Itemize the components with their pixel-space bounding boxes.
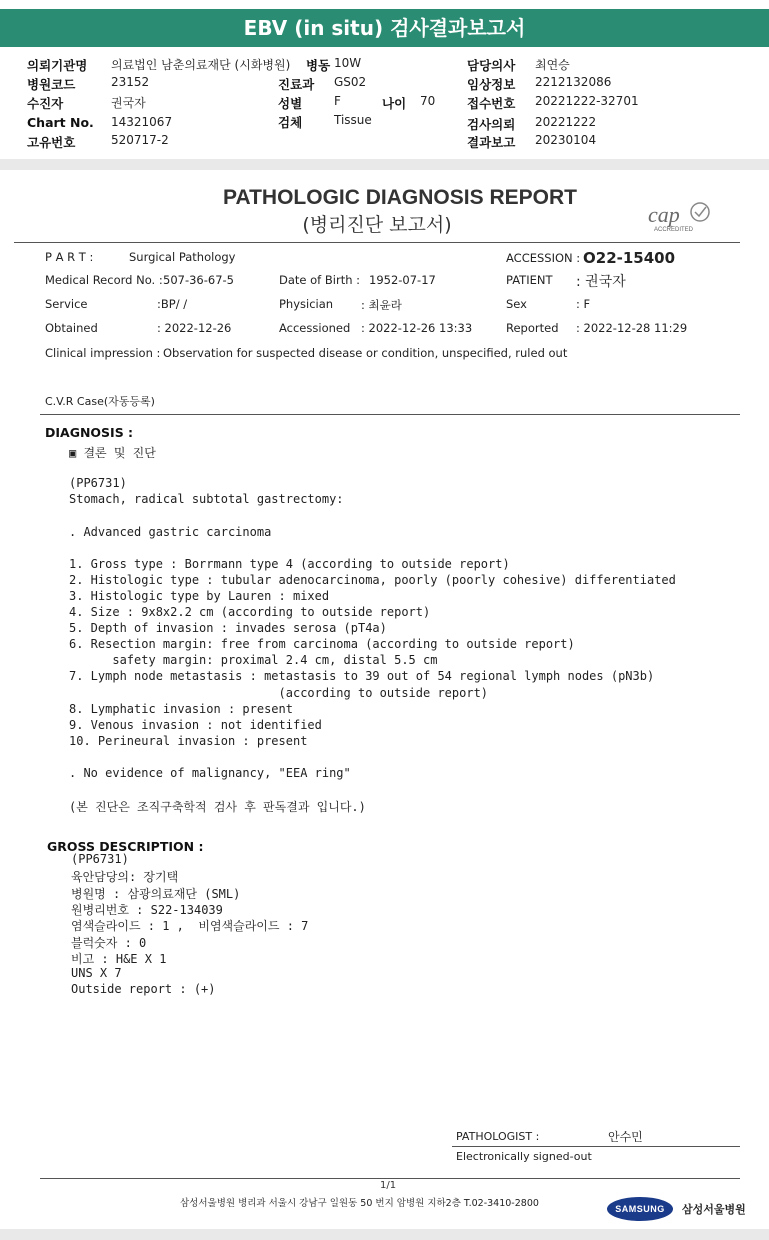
mrn-label: Medical Record No. : <box>45 273 163 287</box>
pathologist-label: PATHOLOGIST : <box>456 1130 540 1143</box>
diagnosis-line: 4. Size : 9x8x2.2 cm (according to outside report) <box>69 605 431 619</box>
sex-value-en: : F <box>576 297 591 311</box>
diagnosis-line: (본 진단은 조직구축학적 검사 후 판독결과 입니다.) <box>69 800 366 815</box>
service-label: Service <box>45 297 88 311</box>
chart-label: Chart No. <box>27 115 94 130</box>
institution-label: 의뢰기관명 <box>27 58 88 73</box>
dob-value: 1952-07-17 <box>369 273 436 287</box>
receipt-label: 접수번호 <box>467 96 516 111</box>
patient-name-value: : 권국자 <box>576 274 626 290</box>
gross-line: Outside report : (+) <box>71 982 216 997</box>
ward-label: 병동 <box>306 58 331 73</box>
clinical-info-label: 임상정보 <box>467 77 516 92</box>
clinical-impression-value: Observation for suspected disease or condition, unspecified, ruled out <box>163 346 568 360</box>
report-title: PATHOLOGIC DIAGNOSIS REPORT <box>223 186 577 209</box>
mrn-value: 507-36-67-5 <box>163 273 234 287</box>
report-title-bar: EBV (in situ) 검사결과보고서 <box>0 9 769 47</box>
accessioned-label: Accessioned <box>279 321 351 335</box>
diagnosis-line: 10. Perineural invasion : present <box>69 733 308 748</box>
report-mid-rule <box>40 414 740 415</box>
doctor-value: 최연승 <box>535 58 570 72</box>
diagnosis-line: ▣ 결론 및 진단 <box>69 446 156 460</box>
diagnosis-line: Stomach, radical subtotal gastrectomy: <box>69 492 344 507</box>
accession-label: ACCESSION : <box>506 251 581 265</box>
clinical-impression-label: Clinical impression : <box>45 346 161 360</box>
reported-value: : 2022-12-28 11:29 <box>576 321 688 335</box>
diagnosis-line: 3. Histologic type by Lauren : mixed <box>69 588 330 603</box>
specimen-label: 검체 <box>278 115 303 130</box>
part-label: P A R T : <box>45 250 94 264</box>
obtained-label: Obtained <box>45 321 98 335</box>
cap-accredited-text: ACCREDITED <box>654 227 694 233</box>
report-date-label: 결과보고 <box>467 135 516 150</box>
specimen-value: Tissue <box>334 113 372 127</box>
diagnosis-line: 5. Depth of invasion : invades serosa (pT4a) <box>69 621 387 636</box>
samsung-logo: SAMSUNG <box>607 1197 673 1221</box>
hospital-code-label: 병원코드 <box>27 77 76 92</box>
cap-accredited-logo <box>642 198 722 234</box>
receipt-value: 20221222-32701 <box>535 94 639 108</box>
reported-label: Reported <box>506 321 559 335</box>
report-subtitle: (병리진단 보고서) <box>302 214 452 236</box>
id-label: 고유번호 <box>27 135 76 150</box>
signature-rule <box>452 1146 740 1147</box>
section-separator <box>0 159 769 170</box>
gross-line: 염색슬라이드 : 1 , 비염색슬라이드 : 7 <box>71 919 309 934</box>
hospital-code-value: 23152 <box>111 75 150 89</box>
gross-heading: GROSS DESCRIPTION : <box>47 839 204 854</box>
age-label: 나이 <box>382 96 407 111</box>
patient-value: 권국자 <box>111 96 146 110</box>
gross-line: 육안담당의: 장기택 <box>71 870 179 885</box>
physician-value: : 최윤라 <box>361 298 402 312</box>
pathologist-name: 안수민 <box>608 1130 643 1144</box>
diagnosis-line: (according to outside report) <box>69 685 489 700</box>
report-top-rule <box>14 242 740 243</box>
diagnosis-line: 1. Gross type : Borrmann type 4 (according to outside report) <box>69 556 510 571</box>
request-value: 20221222 <box>535 115 597 129</box>
doctor-label: 담당의사 <box>467 58 516 73</box>
diagnosis-line: 9. Venous invasion : not identified <box>69 717 322 732</box>
footer-rule <box>40 1178 740 1179</box>
sex-value: F <box>334 94 341 108</box>
gross-line: (PP6731) <box>71 852 129 866</box>
diagnosis-line: 7. Lymph node metastasis : metastasis to 39 out of 54 regional lymph nodes (pN3b) <box>69 669 655 684</box>
service-value: :BP/ / <box>157 297 188 311</box>
diagnosis-line: (PP6731) <box>69 476 127 491</box>
patient-label-en: PATIENT <box>506 273 553 287</box>
accession-value: O22-15400 <box>583 249 676 267</box>
diagnosis-line: . Advanced gastric carcinoma <box>69 524 272 539</box>
diagnosis-line: . No evidence of malignancy, "EEA ring" <box>69 766 351 780</box>
physician-label: Physician <box>279 297 334 311</box>
gross-line: 원병리번호 : S22-134039 <box>71 902 223 917</box>
cap-logo-text: cap <box>648 202 680 227</box>
diagnosis-line: safety margin: proximal 2.4 cm, distal 5.5 cm <box>69 653 438 668</box>
sex-label: 성별 <box>278 96 303 111</box>
obtained-value: : 2022-12-26 <box>157 321 232 335</box>
diagnosis-line: 6. Resection margin: free from carcinoma (according to outside report) <box>69 637 575 652</box>
diagnosis-heading: DIAGNOSIS : <box>45 425 134 440</box>
dob-label: Date of Birth : <box>279 273 361 287</box>
gross-line: 병원명 : 삼광의료재단 (SML) <box>71 886 241 901</box>
gross-line: 블럭숫자 : 0 <box>71 935 147 950</box>
report-date-value: 20230104 <box>535 133 597 147</box>
id-value: 520717-2 <box>111 133 169 147</box>
diagnosis-line: 2. Histologic type : tubular adenocarcinoma, poorly (poorly cohesive) differentiated <box>69 572 676 587</box>
patient-label: 수진자 <box>27 96 64 111</box>
dept-label: 진료과 <box>278 77 315 92</box>
cvr-case: C.V.R Case(자동등록) <box>45 395 155 408</box>
dept-value: GS02 <box>334 75 367 89</box>
clinical-info-value: 2212132086 <box>535 75 612 89</box>
sex-label-en: Sex <box>506 297 527 311</box>
hospital-logo-text: 삼성서울병원 <box>682 1203 746 1216</box>
part-value: Surgical Pathology <box>129 250 236 264</box>
signed-out-note: Electronically signed-out <box>456 1150 592 1163</box>
gross-line: UNS X 7 <box>71 966 122 981</box>
accessioned-value: : 2022-12-26 13:33 <box>361 321 473 335</box>
page-number: 1/1 <box>380 1180 397 1191</box>
chart-value: 14321067 <box>111 115 173 129</box>
ward-value: 10W <box>334 56 362 70</box>
diagnosis-line: 8. Lymphatic invasion : present <box>69 701 293 716</box>
institution-value: 의료법인 남춘의료재단 (시화병원) <box>111 58 291 72</box>
bottom-band <box>0 1229 769 1240</box>
request-label: 검사의뢰 <box>467 117 516 132</box>
footer-address: 삼성서울병원 병리과 서울시 강남구 일원동 50 번지 암병원 지하2층 T.02-3410-2800 <box>180 1198 539 1209</box>
age-value: 70 <box>420 94 436 108</box>
gross-line: 비고 : H&E X 1 <box>71 951 167 966</box>
